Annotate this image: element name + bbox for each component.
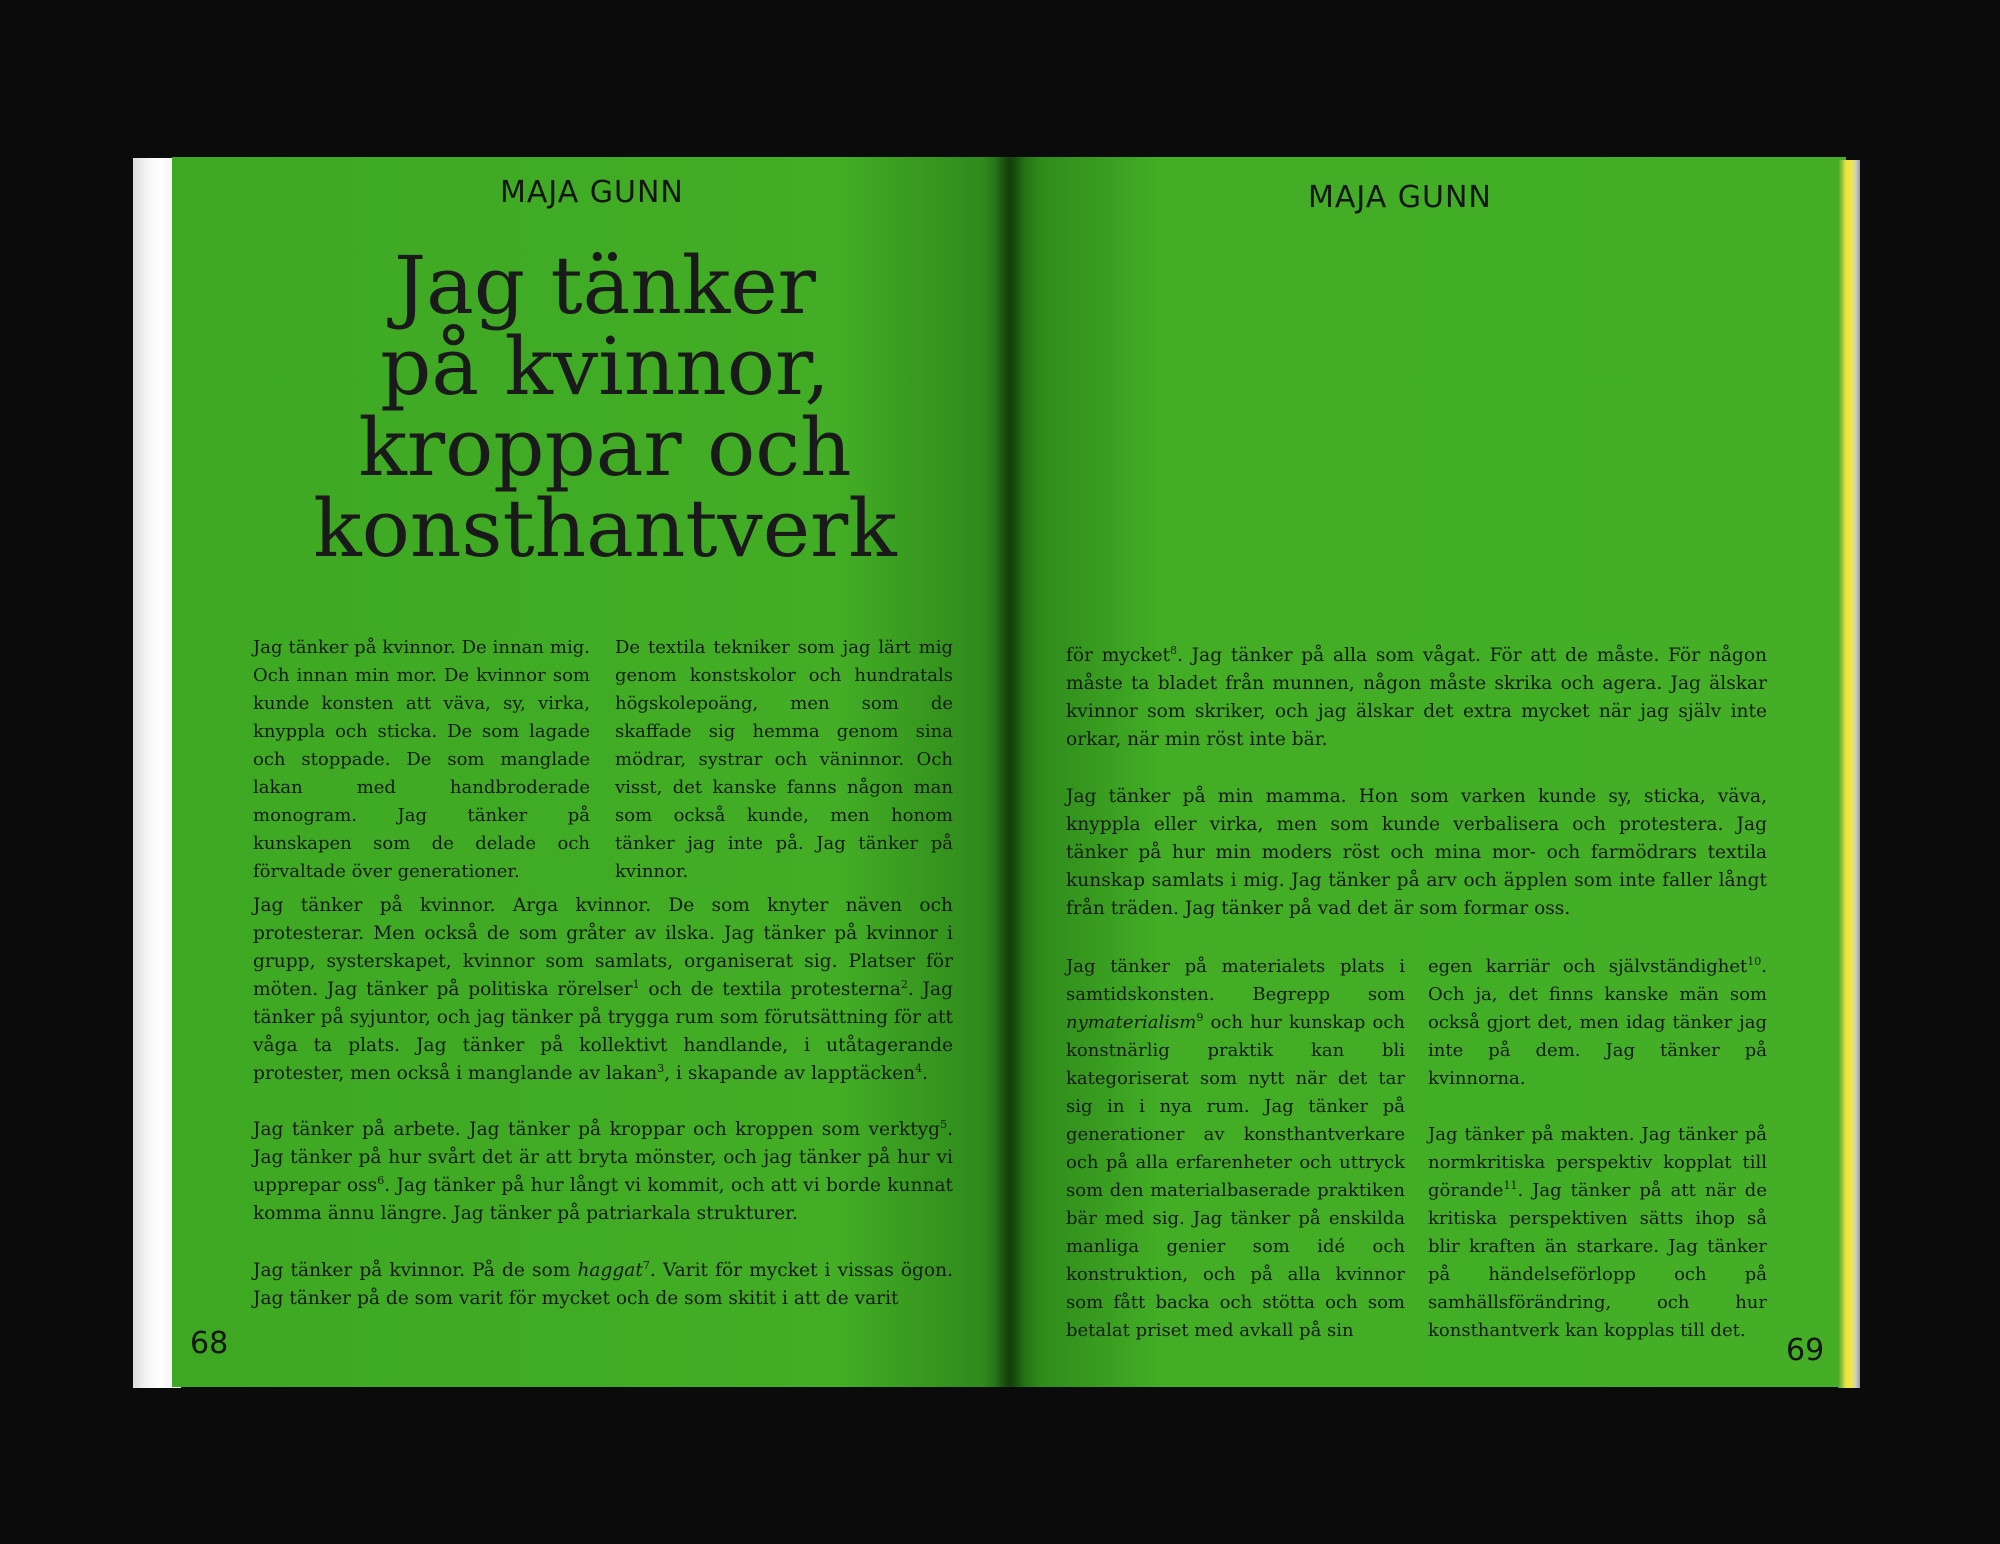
text-run: och de textila protesterna	[639, 979, 901, 1000]
footnote-ref: 8	[1170, 643, 1177, 657]
text-run: . Jag tänker på alla som vågat. För att de måste. För någon måste ta bladet från munnen, någon måste skrika och agera. Jag älskar kvinnor som skriker, och jag älskar det extra mycket när jag själv inte orkar, när min röst inte bär.	[1066, 645, 1767, 750]
footnote-ref: 9	[1196, 1011, 1204, 1024]
page-number-right: 69	[1786, 1333, 1825, 1368]
footnote-ref: 4	[915, 1061, 923, 1075]
right-column-2-para-2	[1428, 1121, 1767, 1345]
footnote-ref: 7	[642, 1258, 650, 1272]
text-run: , i skapande av lapptäcken	[664, 1063, 916, 1084]
text-run: Jag tänker på arbete. Jag tänker på kroppar och kroppen som verktyg	[253, 1119, 941, 1140]
title-line: konsthantverk	[313, 482, 897, 575]
page-edge-colored	[1838, 160, 1860, 1388]
article-title	[265, 239, 945, 575]
title-line: på kvinnor,	[380, 320, 830, 413]
right-column-1	[1066, 953, 1405, 1345]
left-paragraph-3	[253, 1116, 953, 1228]
text-run: Jag tänker på kvinnor. På de som	[253, 1260, 578, 1281]
right-column-2	[1428, 953, 1767, 1345]
text-run: . Jag tänker på hur svårt det är att bryta mönster, och jag tänker på hur vi upprepar oss	[253, 1119, 953, 1196]
text-run: för mycket	[1066, 645, 1170, 666]
footnote-ref: 10	[1747, 955, 1762, 968]
right-paragraph-1	[1066, 642, 1767, 754]
title-line: kroppar och	[358, 401, 852, 494]
right-column-2-para-1	[1428, 953, 1767, 1093]
text-run: . Och ja, det finns kanske män som också gjort det, men idag tänker jag inte på dem. Jag tänker på kvinnorna.	[1428, 956, 1767, 1089]
right-paragraph-2: Jag tänker på min mamma. Hon som varken kunde sy, sticka, väva, knyppla eller virka, men som kunde verbalisera och protestera. Jag tänker på hur min moders röst och mina mor- och farmödrars textila kunskap samlats i mig. Jag tänker på arv och äpplen som inte faller långt från träden. Jag tänker på vad det är som formar oss.	[1066, 786, 1767, 919]
left-column-2: De textila tekniker som jag lärt mig genom konstskolor och hundratals högskolepoäng, men som de skaffade sig hemma genom sina mödrar, systrar och väninnor. Och visst, det kanske fanns någon man som också kunde, men honom tänker jag inte på. Jag tänker på kvinnor.	[615, 637, 953, 882]
left-column-1: Jag tänker på kvinnor. De innan mig. Och innan min mor. De kvinnor som kunde konsten att väva, sy, virka, knyppla och sticka. De som lagade och stoppade. De som manglade lakan med handbroderade monogram. Jag tänker på kunskapen som de delade och förvaltade över generationer.	[253, 637, 590, 882]
page-number-left: 68	[190, 1326, 229, 1361]
left-paragraph-2	[253, 892, 953, 1088]
italic-term: nymaterialism	[1066, 1012, 1197, 1033]
footnote-ref: 2	[900, 977, 908, 991]
footnote-ref: 1	[632, 977, 640, 991]
book-gutter	[995, 157, 1025, 1387]
title-line: Jag tänker	[394, 239, 816, 332]
text-run: och hur kunskap och konstnärlig praktik kan bli kategoriserat som nytt när det tar sig in i nya rum. Jag tänker på generationer av konsthantverkare och på alla erfarenheter och uttryck som den materialbaserade praktiken bär med sig. Jag tänker på enskilda manliga genier som idé och konstruktion, och på alla kvinnor som fått backa och stötta och som betalat priset med avkall på sin	[1066, 1012, 1405, 1341]
running-header-left: MAJA GUNN	[500, 175, 684, 210]
footnote-ref: 11	[1503, 1179, 1518, 1192]
left-paragraph-4	[253, 1257, 953, 1313]
text-run: Jag tänker på makten. Jag tänker på normkritiska perspektiv kopplat till görande	[1428, 1124, 1767, 1201]
text-run: . Jag tänker på att när de kritiska perspektiven sätts ihop så blir kraften än starkare. Jag tänker på händelseförlopp och på samhällsförändring, och hur konsthantverk kan kopplas till det.	[1428, 1180, 1767, 1341]
footnote-ref: 5	[940, 1117, 948, 1131]
text-run: . Jag tänker på hur långt vi kommit, och att vi borde kunnat komma ännu längre. Jag tänker på patriarkala strukturer.	[253, 1175, 953, 1224]
text-run: Jag tänker på materialets plats i samtidskonsten. Begrepp som	[1066, 956, 1405, 1005]
footnote-ref: 6	[377, 1173, 385, 1187]
text-run: .	[922, 1063, 929, 1084]
italic-term: haggat	[577, 1260, 643, 1281]
text-run: . Jag tänker på syjuntor, och jag tänker på trygga rum som förutsättning för att våga ta plats. Jag tänker på kollektivt handlande, i utåtagerande protester, men också i manglande av lakan	[253, 979, 953, 1084]
text-run: . Varit för mycket i vissas ögon. Jag tänker på de som varit för mycket och de som skitit i att de varit	[253, 1260, 953, 1309]
text-run: Jag tänker på kvinnor. Arga kvinnor. De som knyter näven och protesterar. Men också de som gråter av ilska. Jag tänker på kvinnor i grupp, systerskapet, kvinnor som samlats, organiserat sig. Platser för möten. Jag tänker på politiska rörelser	[253, 895, 953, 1000]
running-header-right: MAJA GUNN	[1308, 180, 1492, 215]
text-run: egen karriär och självständighet	[1428, 956, 1748, 977]
footnote-ref: 3	[657, 1061, 665, 1075]
